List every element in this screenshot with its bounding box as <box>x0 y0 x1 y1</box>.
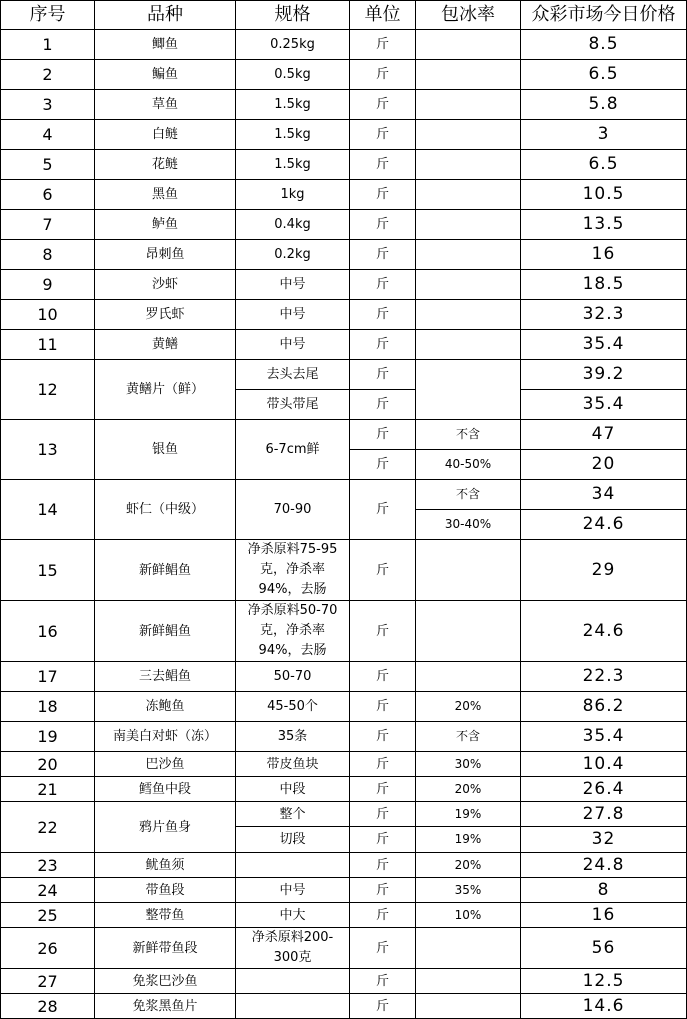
row-no: 5 <box>1 150 95 180</box>
row-spec: 45-50个 <box>236 692 350 722</box>
row-name: 免浆巴沙鱼 <box>95 969 236 994</box>
row-price: 27.8 <box>521 802 687 827</box>
row-unit: 斤 <box>350 330 416 360</box>
row-ice: 19% <box>416 802 521 827</box>
row-spec: 70-90 <box>236 480 350 540</box>
row-price: 8.5 <box>521 30 687 60</box>
row-price: 10.5 <box>521 180 687 210</box>
row-no: 28 <box>1 994 95 1019</box>
row-name: 巴沙鱼 <box>95 752 236 777</box>
header-row <box>1 1 687 30</box>
table-row <box>1 853 687 878</box>
table-row <box>1 601 687 662</box>
row-no: 26 <box>1 928 95 969</box>
row-name: 黄鳝 <box>95 330 236 360</box>
table-row <box>1 360 687 390</box>
row-unit: 斤 <box>350 270 416 300</box>
table-row <box>1 150 687 180</box>
row-price: 86.2 <box>521 692 687 722</box>
row-no: 18 <box>1 692 95 722</box>
table-row <box>1 878 687 903</box>
row-ice: 不含 <box>416 722 521 752</box>
row-ice <box>416 270 521 300</box>
row-spec: 0.4kg <box>236 210 350 240</box>
row-ice: 30% <box>416 752 521 777</box>
row-unit: 斤 <box>350 390 416 420</box>
row-no: 11 <box>1 330 95 360</box>
row-no: 8 <box>1 240 95 270</box>
table-row <box>1 30 687 60</box>
row-unit: 斤 <box>350 300 416 330</box>
row-ice: 35% <box>416 878 521 903</box>
row-no: 24 <box>1 878 95 903</box>
row-no: 3 <box>1 90 95 120</box>
row-spec: 35条 <box>236 722 350 752</box>
row-unit: 斤 <box>350 150 416 180</box>
row-price: 47 <box>521 420 687 450</box>
row-spec: 1.5kg <box>236 120 350 150</box>
row-no: 25 <box>1 903 95 928</box>
row-ice <box>416 994 521 1019</box>
row-spec: 1kg <box>236 180 350 210</box>
row-no: 19 <box>1 722 95 752</box>
row-unit: 斤 <box>350 777 416 802</box>
table-row <box>1 120 687 150</box>
row-name: 新鲜鲳鱼 <box>95 601 236 662</box>
row-spec <box>236 928 350 969</box>
row-name: 免浆黑鱼片 <box>95 994 236 1019</box>
header-variety: 品种 <box>95 1 236 30</box>
row-spec: 中号 <box>236 270 350 300</box>
row-price: 6.5 <box>521 60 687 90</box>
row-spec <box>236 994 350 1019</box>
row-no: 12 <box>1 360 95 420</box>
table-row <box>1 969 687 994</box>
row-ice <box>416 540 521 601</box>
row-spec: 1.5kg <box>236 90 350 120</box>
spec-line: 净杀原料75-95 <box>247 542 338 557</box>
row-unit: 斤 <box>350 180 416 210</box>
row-name: 沙虾 <box>95 270 236 300</box>
row-ice <box>416 300 521 330</box>
table-row <box>1 180 687 210</box>
row-unit: 斤 <box>350 969 416 994</box>
row-unit: 斤 <box>350 903 416 928</box>
row-no: 9 <box>1 270 95 300</box>
table-row <box>1 928 687 969</box>
row-name: 鲫鱼 <box>95 30 236 60</box>
row-name: 花鲢 <box>95 150 236 180</box>
row-no: 13 <box>1 420 95 480</box>
table-row <box>1 903 687 928</box>
row-unit: 斤 <box>350 928 416 969</box>
row-ice: 20% <box>416 692 521 722</box>
row-name: 鳊鱼 <box>95 60 236 90</box>
row-price: 29 <box>521 540 687 601</box>
row-unit: 斤 <box>350 601 416 662</box>
header-spec: 规格 <box>236 1 350 30</box>
row-name: 带鱼段 <box>95 878 236 903</box>
header-price: 众彩市场今日价格 <box>521 1 687 30</box>
row-ice <box>416 150 521 180</box>
row-price: 18.5 <box>521 270 687 300</box>
row-ice <box>416 210 521 240</box>
row-ice: 30-40% <box>416 510 521 540</box>
row-no: 27 <box>1 969 95 994</box>
row-unit: 斤 <box>350 662 416 692</box>
row-ice <box>416 90 521 120</box>
row-spec: 中号 <box>236 330 350 360</box>
row-price: 16 <box>521 903 687 928</box>
row-price: 8 <box>521 878 687 903</box>
table-row <box>1 420 687 450</box>
row-spec: 去头去尾 <box>236 360 350 390</box>
row-no: 6 <box>1 180 95 210</box>
row-price: 26.4 <box>521 777 687 802</box>
row-spec: 带皮鱼块 <box>236 752 350 777</box>
row-no: 17 <box>1 662 95 692</box>
table-row <box>1 777 687 802</box>
row-ice <box>416 60 521 90</box>
row-unit: 斤 <box>350 240 416 270</box>
row-price: 24.8 <box>521 853 687 878</box>
table-row <box>1 240 687 270</box>
spec-line: 94%，去肠 <box>258 643 327 658</box>
row-name: 新鲜带鱼段 <box>95 928 236 969</box>
row-unit: 斤 <box>350 827 416 853</box>
row-spec <box>236 601 350 662</box>
row-name: 罗氏虾 <box>95 300 236 330</box>
row-ice <box>416 662 521 692</box>
row-ice: 不含 <box>416 480 521 510</box>
row-price: 35.4 <box>521 390 687 420</box>
row-unit: 斤 <box>350 450 416 480</box>
row-no: 7 <box>1 210 95 240</box>
row-ice: 20% <box>416 777 521 802</box>
row-name: 黑鱼 <box>95 180 236 210</box>
row-price: 56 <box>521 928 687 969</box>
row-unit: 斤 <box>350 30 416 60</box>
row-price: 16 <box>521 240 687 270</box>
row-unit: 斤 <box>350 878 416 903</box>
row-ice <box>416 969 521 994</box>
spec-line: 净杀原料50-70 <box>247 603 338 618</box>
table-row <box>1 540 687 601</box>
row-spec: 中大 <box>236 903 350 928</box>
row-ice <box>416 330 521 360</box>
header-unit: 单位 <box>350 1 416 30</box>
row-spec <box>236 969 350 994</box>
spec-line: 94%，去肠 <box>258 582 327 597</box>
row-name: 冻鲍鱼 <box>95 692 236 722</box>
row-unit: 斤 <box>350 692 416 722</box>
row-name: 白鲢 <box>95 120 236 150</box>
row-price: 24.6 <box>521 510 687 540</box>
row-price: 39.2 <box>521 360 687 390</box>
row-price: 14.6 <box>521 994 687 1019</box>
row-unit: 斤 <box>350 420 416 450</box>
row-name: 银鱼 <box>95 420 236 480</box>
row-spec: 1.5kg <box>236 150 350 180</box>
row-unit: 斤 <box>350 802 416 827</box>
row-spec: 0.5kg <box>236 60 350 90</box>
row-price: 22.3 <box>521 662 687 692</box>
header-no: 序号 <box>1 1 95 30</box>
row-spec: 中段 <box>236 777 350 802</box>
row-unit: 斤 <box>350 120 416 150</box>
spec-line: 300克 <box>273 950 312 965</box>
row-ice: 40-50% <box>416 450 521 480</box>
table-row <box>1 300 687 330</box>
row-spec: 0.25kg <box>236 30 350 60</box>
row-spec: 带头带尾 <box>236 390 350 420</box>
row-ice <box>416 240 521 270</box>
row-unit: 斤 <box>350 210 416 240</box>
table-row <box>1 210 687 240</box>
row-spec <box>236 853 350 878</box>
row-spec: 切段 <box>236 827 350 853</box>
row-spec: 整个 <box>236 802 350 827</box>
table-row <box>1 722 687 752</box>
header-ice: 包冰率 <box>416 1 521 30</box>
row-unit: 斤 <box>350 752 416 777</box>
row-spec: 50-70 <box>236 662 350 692</box>
row-no: 2 <box>1 60 95 90</box>
row-price: 32 <box>521 827 687 853</box>
row-spec: 中号 <box>236 300 350 330</box>
row-name: 鳕鱼中段 <box>95 777 236 802</box>
row-spec: 中号 <box>236 878 350 903</box>
row-unit: 斤 <box>350 60 416 90</box>
row-name: 新鲜鲳鱼 <box>95 540 236 601</box>
row-price: 5.8 <box>521 90 687 120</box>
row-ice: 10% <box>416 903 521 928</box>
row-spec <box>236 540 350 601</box>
row-no: 16 <box>1 601 95 662</box>
table-row <box>1 60 687 90</box>
row-ice: 19% <box>416 827 521 853</box>
row-unit: 斤 <box>350 90 416 120</box>
row-unit: 斤 <box>350 540 416 601</box>
row-no: 22 <box>1 802 95 853</box>
row-name: 整带鱼 <box>95 903 236 928</box>
row-unit: 斤 <box>350 722 416 752</box>
row-ice <box>416 180 521 210</box>
table-row <box>1 692 687 722</box>
row-no: 21 <box>1 777 95 802</box>
row-spec: 0.2kg <box>236 240 350 270</box>
row-name: 黄鳝片（鲜） <box>95 360 236 420</box>
row-no: 4 <box>1 120 95 150</box>
row-name: 虾仁（中级） <box>95 480 236 540</box>
row-price: 13.5 <box>521 210 687 240</box>
row-ice <box>416 120 521 150</box>
row-price: 20 <box>521 450 687 480</box>
row-unit: 斤 <box>350 480 416 540</box>
row-ice <box>416 30 521 60</box>
row-unit: 斤 <box>350 853 416 878</box>
row-name: 三去鲳鱼 <box>95 662 236 692</box>
row-ice <box>416 601 521 662</box>
table-row <box>1 480 687 510</box>
table-row <box>1 90 687 120</box>
row-price: 32.3 <box>521 300 687 330</box>
row-ice <box>416 928 521 969</box>
row-unit: 斤 <box>350 994 416 1019</box>
row-price: 35.4 <box>521 330 687 360</box>
row-name: 南美白对虾（冻） <box>95 722 236 752</box>
row-name: 昂刺鱼 <box>95 240 236 270</box>
row-ice: 20% <box>416 853 521 878</box>
row-price: 6.5 <box>521 150 687 180</box>
row-no: 1 <box>1 30 95 60</box>
row-price: 12.5 <box>521 969 687 994</box>
spec-line: 克，净杀率 <box>259 623 325 638</box>
row-price: 24.6 <box>521 601 687 662</box>
row-price: 35.4 <box>521 722 687 752</box>
spec-line: 克，净杀率 <box>259 562 325 577</box>
row-no: 15 <box>1 540 95 601</box>
row-ice: 不含 <box>416 420 521 450</box>
row-price: 34 <box>521 480 687 510</box>
row-price: 3 <box>521 120 687 150</box>
table-row <box>1 330 687 360</box>
row-price: 10.4 <box>521 752 687 777</box>
row-name: 草鱼 <box>95 90 236 120</box>
row-no: 23 <box>1 853 95 878</box>
row-no: 10 <box>1 300 95 330</box>
row-name: 鱿鱼须 <box>95 853 236 878</box>
table-row <box>1 662 687 692</box>
row-no: 20 <box>1 752 95 777</box>
row-no: 14 <box>1 480 95 540</box>
table-row <box>1 994 687 1019</box>
row-ice <box>416 360 521 420</box>
table-row <box>1 752 687 777</box>
row-unit: 斤 <box>350 360 416 390</box>
table-row <box>1 270 687 300</box>
row-name: 鲈鱼 <box>95 210 236 240</box>
spec-line: 净杀原料200- <box>251 930 334 945</box>
row-name: 鸦片鱼身 <box>95 802 236 853</box>
row-spec: 6-7cm鲜 <box>236 420 350 480</box>
table-row <box>1 802 687 827</box>
